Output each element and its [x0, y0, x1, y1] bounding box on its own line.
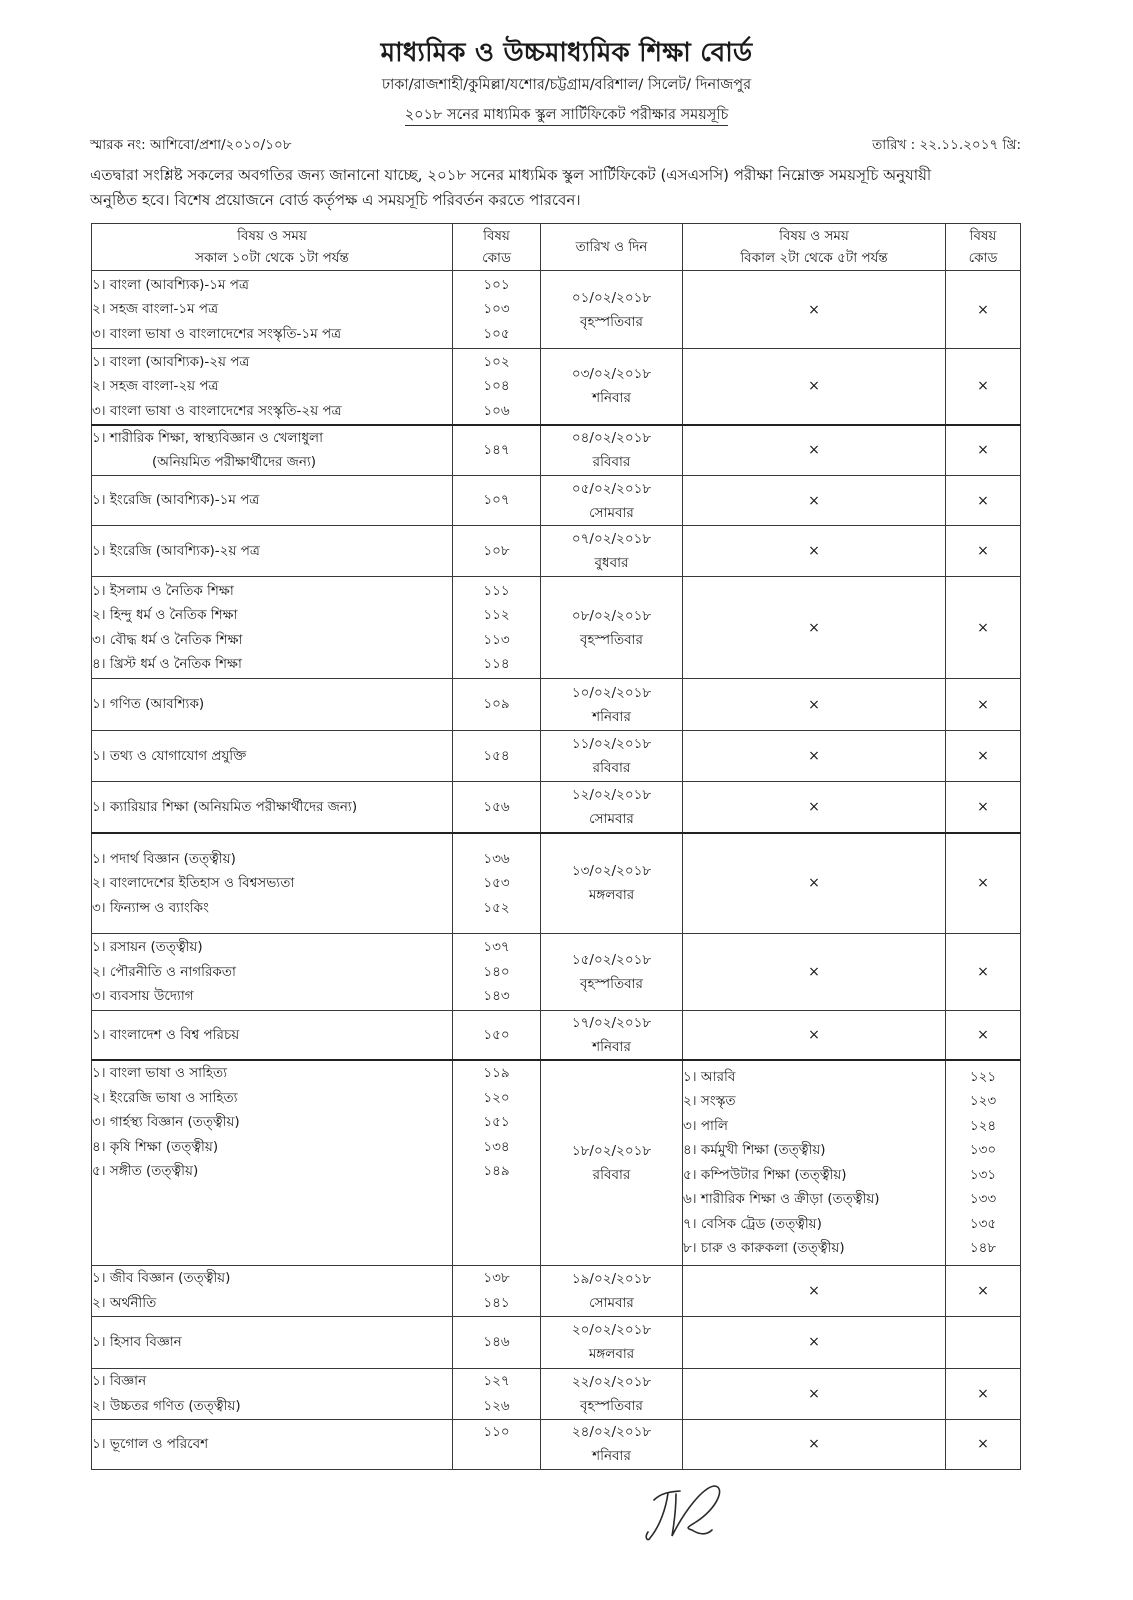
subject-code: ১৪৭: [483, 442, 510, 458]
date-day-cell: [541, 271, 683, 349]
morning-subjects-cell: [92, 934, 453, 1011]
date-day-cell: [541, 349, 683, 425]
table-row: [92, 679, 1021, 731]
subject-code: ১৩৮: [483, 1270, 510, 1286]
table-row: [92, 349, 1021, 425]
subject-name: ৫। কম্পিউটার শিক্ষা (তত্ত্বীয়): [683, 1166, 847, 1183]
subject-name: ৩। পালি: [683, 1117, 728, 1134]
exam-day: রবিবার: [592, 454, 631, 471]
date-day-cell: [541, 1265, 683, 1316]
subject-name: ৬। শারীরিক শিক্ষা ও ক্রীড়া (তত্ত্বীয়): [683, 1191, 880, 1208]
morning-subjects-cell: [92, 349, 453, 425]
header-text: কোড: [482, 250, 511, 266]
no-exam-cross-icon: ×: [683, 731, 946, 782]
subject-name: ৪। খ্রিস্ট ধর্ম ও নৈতিক শিক্ষা: [92, 656, 242, 672]
no-exam-cross-icon: ×: [683, 833, 946, 934]
subject-code: ১৪১: [483, 1294, 510, 1311]
no-exam-cross-icon: ×: [683, 679, 946, 731]
morning-codes-cell: [453, 679, 541, 731]
morning-codes-cell: [453, 833, 541, 934]
morning-codes-cell: [453, 1368, 541, 1419]
morning-codes-cell: [453, 782, 541, 833]
date-day-cell: [541, 782, 683, 833]
morning-subjects-cell: [92, 833, 453, 934]
subject-name: ২। বাংলাদেশের ইতিহাস ও বিশ্বসভ্যতা: [92, 875, 295, 891]
table-row: [92, 1368, 1021, 1419]
no-exam-cross-icon: ×: [683, 782, 946, 833]
no-exam-cross-icon: ×: [683, 1011, 946, 1061]
morning-subjects-cell: [92, 476, 453, 526]
subject-code: ১২৭: [483, 1373, 510, 1389]
exam-date: ১৭/০২/২০১৮: [571, 1015, 652, 1031]
subject-name: ৩। ব্যবসায় উদ্যোগ: [92, 988, 194, 1005]
subject-code: ১৩০: [969, 1142, 997, 1159]
date-day-cell: [541, 476, 683, 526]
exam-date: ১৫/০২/২০১৮: [571, 952, 652, 968]
subject-name: ৩। ফিন্যান্স ও ব্যাংকিং: [92, 899, 209, 916]
afternoon-subjects-cell: [683, 1060, 946, 1265]
morning-codes-cell: [453, 425, 541, 476]
subject-name: ৭। বেসিক ট্রেড (তত্ত্বীয়): [683, 1215, 822, 1232]
subject-code: ১৩৭: [483, 939, 510, 956]
no-exam-cross-icon: ×: [683, 349, 946, 425]
exam-schedule-title-text: ২০১৮ সনের মাধ্যমিক স্কুল সার্টিফিকেট পরীক্ষার সময়সূচি: [405, 107, 729, 126]
exam-date: ২৪/০২/২০১৮: [571, 1424, 652, 1440]
table-row: [92, 476, 1021, 526]
exam-date: ১৮/০২/২০১৮: [571, 1142, 652, 1159]
header-afternoon-subject: [683, 224, 946, 271]
subject-name: ২। সহজ বাংলা-২য় পত্র: [92, 378, 219, 394]
subject-name: ৩। বাংলা ভাষা ও বাংলাদেশের সংস্কৃতি-২য় পত্র: [92, 402, 342, 419]
no-exam-cross-icon: ×: [946, 349, 1021, 425]
no-exam-cross-icon: ×: [683, 934, 946, 1011]
no-exam-cross-icon: ×: [946, 679, 1021, 731]
no-exam-cross-icon: ×: [946, 526, 1021, 577]
exam-day: বৃহস্পতিবার: [580, 976, 643, 992]
subject-code: ১০৬: [483, 402, 510, 419]
memo-number: স্মারক নং: আশিবো/প্রশা/২০১০/১০৮: [90, 137, 292, 153]
subject-name: ২। ইংরেজি ভাষা ও সাহিত্য: [92, 1089, 238, 1106]
subject-code: ১০৭: [483, 492, 510, 509]
morning-codes-cell: [453, 1060, 541, 1265]
subject-name: ২। সংস্কৃত: [683, 1093, 736, 1110]
exam-day: সোমবার: [589, 810, 634, 827]
header-morning-subject: [92, 224, 453, 271]
subject-name: ১। ইসলাম ও নৈতিক শিক্ষা: [92, 582, 234, 599]
subject-name: ১। ইংরেজি (আবশ্যিক)-২য় পত্র: [92, 542, 260, 559]
subject-name: ৫। সঙ্গীত (তত্ত্বীয়): [92, 1163, 199, 1179]
morning-subjects-cell: [92, 1011, 453, 1061]
table-row: [92, 1265, 1021, 1316]
header-afternoon-code: [946, 224, 1021, 271]
date-day-cell: [541, 934, 683, 1011]
no-exam-cross-icon: ×: [946, 731, 1021, 782]
morning-subjects-cell: [92, 782, 453, 833]
no-exam-cross-icon: ×: [683, 425, 946, 476]
subject-code: ১৫৩: [483, 875, 510, 891]
morning-codes-cell: [453, 1011, 541, 1061]
subject-name: ৩। গার্হস্থ্য বিজ্ঞান (তত্ত্বীয়): [92, 1114, 240, 1130]
subject-code: ১৫৪: [483, 747, 510, 764]
exam-date: ১৯/০২/২০১৮: [571, 1270, 652, 1287]
subject-name: ১। বাংলা ভাষা ও সাহিত্য: [92, 1065, 228, 1081]
subject-name: ৩। বাংলা ভাষা ও বাংলাদেশের সংস্কৃতি-১ম পত্র: [92, 325, 342, 342]
header-text: বিষয় ও সময়: [779, 228, 849, 244]
issue-date: তারিখ : ২২.১১.২০১৭ খ্রি:: [872, 137, 1021, 153]
no-exam-cross-icon: ×: [683, 577, 946, 679]
subject-name: ১। জীব বিজ্ঞান (তত্ত্বীয়): [92, 1270, 231, 1286]
subject-name: ২। পৌরনীতি ও নাগরিকতা: [92, 963, 236, 980]
subject-code: ১৫২: [483, 899, 510, 916]
subject-code: ১৪৬: [483, 1333, 510, 1350]
table-row: [92, 1419, 1021, 1469]
header-text: বিকাল ২টা থেকে ৫টা পর্যন্ত: [740, 250, 888, 266]
no-exam-cross-icon: ×: [683, 271, 946, 349]
notice-line-2: অনুষ্ঠিত হবে। বিশেষ প্রয়োজনে বোর্ড কর্তৃপক্ষ এ সময়সূচি পরিবর্তন করতে পারবেন।: [90, 191, 581, 209]
subject-code: ১৩৬: [483, 850, 510, 867]
exam-day: সোমবার: [589, 504, 634, 521]
subject-code: ১০৫: [483, 325, 510, 342]
morning-codes-cell: [453, 1265, 541, 1316]
subject-code: ১৫০: [483, 1026, 510, 1043]
subject-name: ১। হিসাব বিজ্ঞান: [92, 1333, 182, 1350]
header-text: বিষয় ও সময়: [237, 228, 307, 244]
subject-code: ১০৩: [483, 301, 510, 318]
exam-day: শনিবার: [592, 1039, 631, 1055]
no-exam-cross-icon: ×: [946, 833, 1021, 934]
morning-codes-cell: [453, 1316, 541, 1368]
no-exam-cross-icon: ×: [946, 577, 1021, 679]
header-text: বিষয়: [483, 228, 510, 244]
date-day-cell: [541, 1011, 683, 1061]
subject-code: ১২৪: [969, 1117, 997, 1134]
table-row: [92, 526, 1021, 577]
subject-name: ২। সহজ বাংলা-১ম পত্র: [92, 301, 218, 318]
exam-day: রবিবার: [592, 760, 631, 776]
subject-code: ১৩৩: [969, 1191, 997, 1208]
subject-code: ১৫৬: [483, 798, 510, 815]
morning-codes-cell: [453, 349, 541, 425]
morning-codes-cell: [453, 271, 541, 349]
exam-day: বৃহস্পতিবার: [580, 631, 643, 648]
date-day-cell: [541, 731, 683, 782]
no-exam-cross-icon: ×: [946, 425, 1021, 476]
morning-subjects-cell: [92, 1265, 453, 1316]
exam-date: ২০/০২/২০১৮: [571, 1322, 652, 1338]
board-title: মাধ্যমিক ও উচ্চমাধ্যমিক শিক্ষা বোর্ড: [380, 38, 753, 68]
subject-code: ১০৯: [483, 696, 510, 713]
subject-code: ১১২: [483, 607, 510, 623]
subject-code: ১২৬: [483, 1397, 510, 1414]
no-exam-cross-icon: ×: [946, 476, 1021, 526]
date-day-cell: [541, 425, 683, 476]
subject-code: ১২১: [969, 1068, 997, 1085]
exam-date: ০১/০২/২০১৮: [571, 289, 652, 306]
exam-day: সোমবার: [589, 1294, 634, 1311]
exam-day: বুধবার: [594, 555, 629, 571]
subject-name: ৪। কৃষি শিক্ষা (তত্ত্বীয়): [92, 1138, 219, 1155]
morning-subjects-cell: [92, 1419, 453, 1469]
header-text: কোড: [968, 250, 998, 266]
subject-code: ১১১: [483, 582, 510, 599]
subject-name: ১। বাংলা (আবশ্যিক)-১ম পত্র: [92, 276, 249, 293]
notice-line-1: এতদ্বারা সংশ্লিষ্ট সকলের অবগতির জন্য জানানো যাচ্ছে, ২০১৮ সনের মাধ্যমিক স্কুল সার্টিফিকেট (এসএসসি) পরীক্ষা নিম্নোক্ত সময়সূচি অনুযায়ী: [90, 166, 932, 184]
table-row: [92, 782, 1021, 833]
header-date-day: তারিখ ও দিন: [541, 224, 683, 271]
subject-code: ১১৪: [483, 656, 510, 672]
subject-name: ১। পদার্থ বিজ্ঞান (তত্ত্বীয়): [92, 850, 236, 867]
date-day-cell: [541, 1316, 683, 1368]
morning-subjects-cell: [92, 1368, 453, 1419]
no-exam-cross-icon: ×: [683, 1419, 946, 1469]
subject-name: ৮। চারু ও কারুকলা (তত্ত্বীয়): [683, 1240, 845, 1257]
morning-codes-cell: [453, 731, 541, 782]
exam-date: ১৩/০২/২০১৮: [571, 863, 652, 880]
subject-code: ১১৩: [483, 631, 510, 648]
exam-date: ১০/০২/২০১৮: [571, 684, 652, 701]
afternoon-codes-cell: [946, 1060, 1021, 1265]
subject-name: ১। বাংলাদেশ ও বিশ্ব পরিচয়: [92, 1026, 240, 1043]
exam-date: ০৮/০২/২০১৮: [571, 607, 652, 624]
date-day-cell: [541, 1368, 683, 1419]
subject-name: ১। আরবি: [683, 1068, 736, 1085]
exam-date: ২২/০২/২০১৮: [571, 1373, 652, 1390]
subject-name: ৩। বৌদ্ধ ধর্ম ও নৈতিক শিক্ষা: [92, 631, 243, 648]
subject-code: ১১৯: [483, 1065, 510, 1081]
date-day-cell: [541, 679, 683, 731]
subject-code: ১৪০: [483, 963, 510, 980]
subject-code: ১২০: [483, 1089, 510, 1106]
exam-day: মঙ্গলবার: [588, 1346, 635, 1362]
subject-code: ১৩৪: [483, 1138, 510, 1155]
board-list: ঢাকা/রাজশাহী/কুমিল্লা/যশোর/চট্টগ্রাম/বরিশাল/ সিলেট/ দিনাজপুর: [381, 77, 752, 93]
date-day-cell: [541, 833, 683, 934]
subject-name: ১। ভূগোল ও পরিবেশ: [92, 1435, 209, 1452]
date-day-cell: [541, 1060, 683, 1265]
subject-code: ১০১: [483, 276, 510, 293]
subject-name: ১। শারীরিক শিক্ষা, স্বাস্থ্যবিজ্ঞান ও খেলাধুলা: [92, 429, 324, 446]
subject-name: ২। উচ্চতর গণিত (তত্ত্বীয়): [92, 1397, 241, 1414]
no-exam-cross-icon: ×: [946, 1011, 1021, 1061]
morning-subjects-cell: [92, 1316, 453, 1368]
no-exam-cross-icon: ×: [946, 782, 1021, 833]
table-row: [92, 1011, 1021, 1061]
subject-name: ২। হিন্দু ধর্ম ও নৈতিক শিক্ষা: [92, 607, 238, 623]
morning-codes-cell: [453, 526, 541, 577]
no-exam-cross-icon: ×: [683, 1368, 946, 1419]
subject-code: ১৩৫: [969, 1215, 997, 1232]
table-row: [92, 1060, 1021, 1265]
no-exam-cross-icon: ×: [946, 271, 1021, 349]
exam-day: বৃহস্পতিবার: [580, 313, 643, 330]
morning-subjects-cell: [92, 1060, 453, 1265]
no-exam-cross-icon: ×: [946, 1265, 1021, 1316]
notice-paragraph: [90, 163, 1020, 213]
table-row: [92, 731, 1021, 782]
subject-name: (অনিয়মিত পরীক্ষার্থীদের জন্য): [152, 454, 317, 471]
subject-code: ১৩১: [969, 1166, 997, 1183]
no-exam-cross-icon: [946, 1316, 1021, 1368]
table-row: [92, 577, 1021, 679]
morning-codes-cell: [453, 934, 541, 1011]
no-exam-cross-icon: ×: [946, 1368, 1021, 1419]
no-exam-cross-icon: ×: [683, 1265, 946, 1316]
exam-date: ০৪/০২/২০১৮: [571, 430, 652, 447]
morning-subjects-cell: [92, 577, 453, 679]
no-exam-cross-icon: ×: [683, 526, 946, 577]
exam-schedule-title: [0, 104, 1133, 128]
subject-code: ১৪৩: [483, 988, 510, 1005]
exam-day: শনিবার: [592, 390, 631, 407]
subject-code: ১৫১: [483, 1114, 510, 1130]
subject-name: ১। বাংলা (আবশ্যিক)-২য় পত্র: [92, 353, 250, 370]
subject-code: ১১০: [483, 1423, 510, 1440]
table-header-row: [92, 224, 1021, 271]
no-exam-cross-icon: ×: [946, 1419, 1021, 1469]
subject-code: ১০৪: [483, 378, 510, 394]
morning-subjects-cell: [92, 679, 453, 731]
header-text: সকাল ১০টা থেকে ১টা পর্যন্ত: [195, 250, 349, 266]
date-day-cell: [541, 526, 683, 577]
exam-date: ১২/০২/২০১৮: [571, 786, 652, 803]
exam-day: শনিবার: [592, 1448, 631, 1464]
morning-subjects-cell: [92, 271, 453, 349]
exam-day: শনিবার: [592, 708, 631, 725]
morning-codes-cell: [453, 476, 541, 526]
exam-date: ১১/০২/২০১৮: [571, 736, 652, 752]
header-morning-code: [453, 224, 541, 271]
subject-name: ১। তথ্য ও যোগাযোগ প্রযুক্তি: [92, 747, 247, 764]
subject-name: ১। গণিত (আবশ্যিক): [92, 696, 205, 713]
schedule-body: [92, 271, 1021, 1470]
exam-date: ০৩/০২/২০১৮: [571, 366, 652, 383]
morning-subjects-cell: [92, 425, 453, 476]
no-exam-cross-icon: ×: [683, 476, 946, 526]
no-exam-cross-icon: ×: [946, 934, 1021, 1011]
date-day-cell: [541, 577, 683, 679]
morning-codes-cell: [453, 577, 541, 679]
morning-codes-cell: [453, 1419, 541, 1469]
subject-code: ১০৮: [483, 542, 510, 559]
morning-subjects-cell: [92, 526, 453, 577]
table-row: [92, 271, 1021, 349]
subject-code: ১০২: [483, 353, 510, 370]
exam-date: ০৭/০২/২০১৮: [571, 531, 652, 547]
date-day-cell: [541, 1419, 683, 1469]
subject-name: ১। ক্যারিয়ার শিক্ষা (অনিয়মিত পরীক্ষার্থীদের জন্য): [92, 798, 358, 815]
subject-name: ১। বিজ্ঞান: [92, 1373, 147, 1389]
exam-date: ০৫/০২/২০১৮: [571, 480, 652, 497]
table-row: [92, 1316, 1021, 1368]
exam-day: মঙ্গলবার: [588, 887, 635, 904]
subject-name: ১। রসায়ন (তত্ত্বীয়): [92, 939, 203, 956]
morning-subjects-cell: [92, 731, 453, 782]
exam-day: বৃহস্পতিবার: [580, 1397, 643, 1414]
subject-name: ৪। কর্মমুখী শিক্ষা (তত্ত্বীয়): [683, 1142, 826, 1159]
table-row: [92, 833, 1021, 934]
exam-day: রবিবার: [592, 1166, 631, 1183]
subject-name: ২। অর্থনীতি: [92, 1294, 157, 1311]
no-exam-cross-icon: ×: [683, 1316, 946, 1368]
table-row: [92, 934, 1021, 1011]
header-text: বিষয়: [969, 228, 997, 244]
subject-name: ১। ইংরেজি (আবশ্যিক)-১ম পত্র: [92, 492, 260, 509]
subject-code: ১৪৮: [969, 1240, 997, 1257]
exam-schedule-table: [91, 223, 1021, 1470]
signature-icon: [640, 1478, 730, 1548]
table-row: [92, 425, 1021, 476]
subject-code: ১৪৯: [483, 1163, 510, 1179]
subject-code: ১২৩: [969, 1093, 997, 1110]
